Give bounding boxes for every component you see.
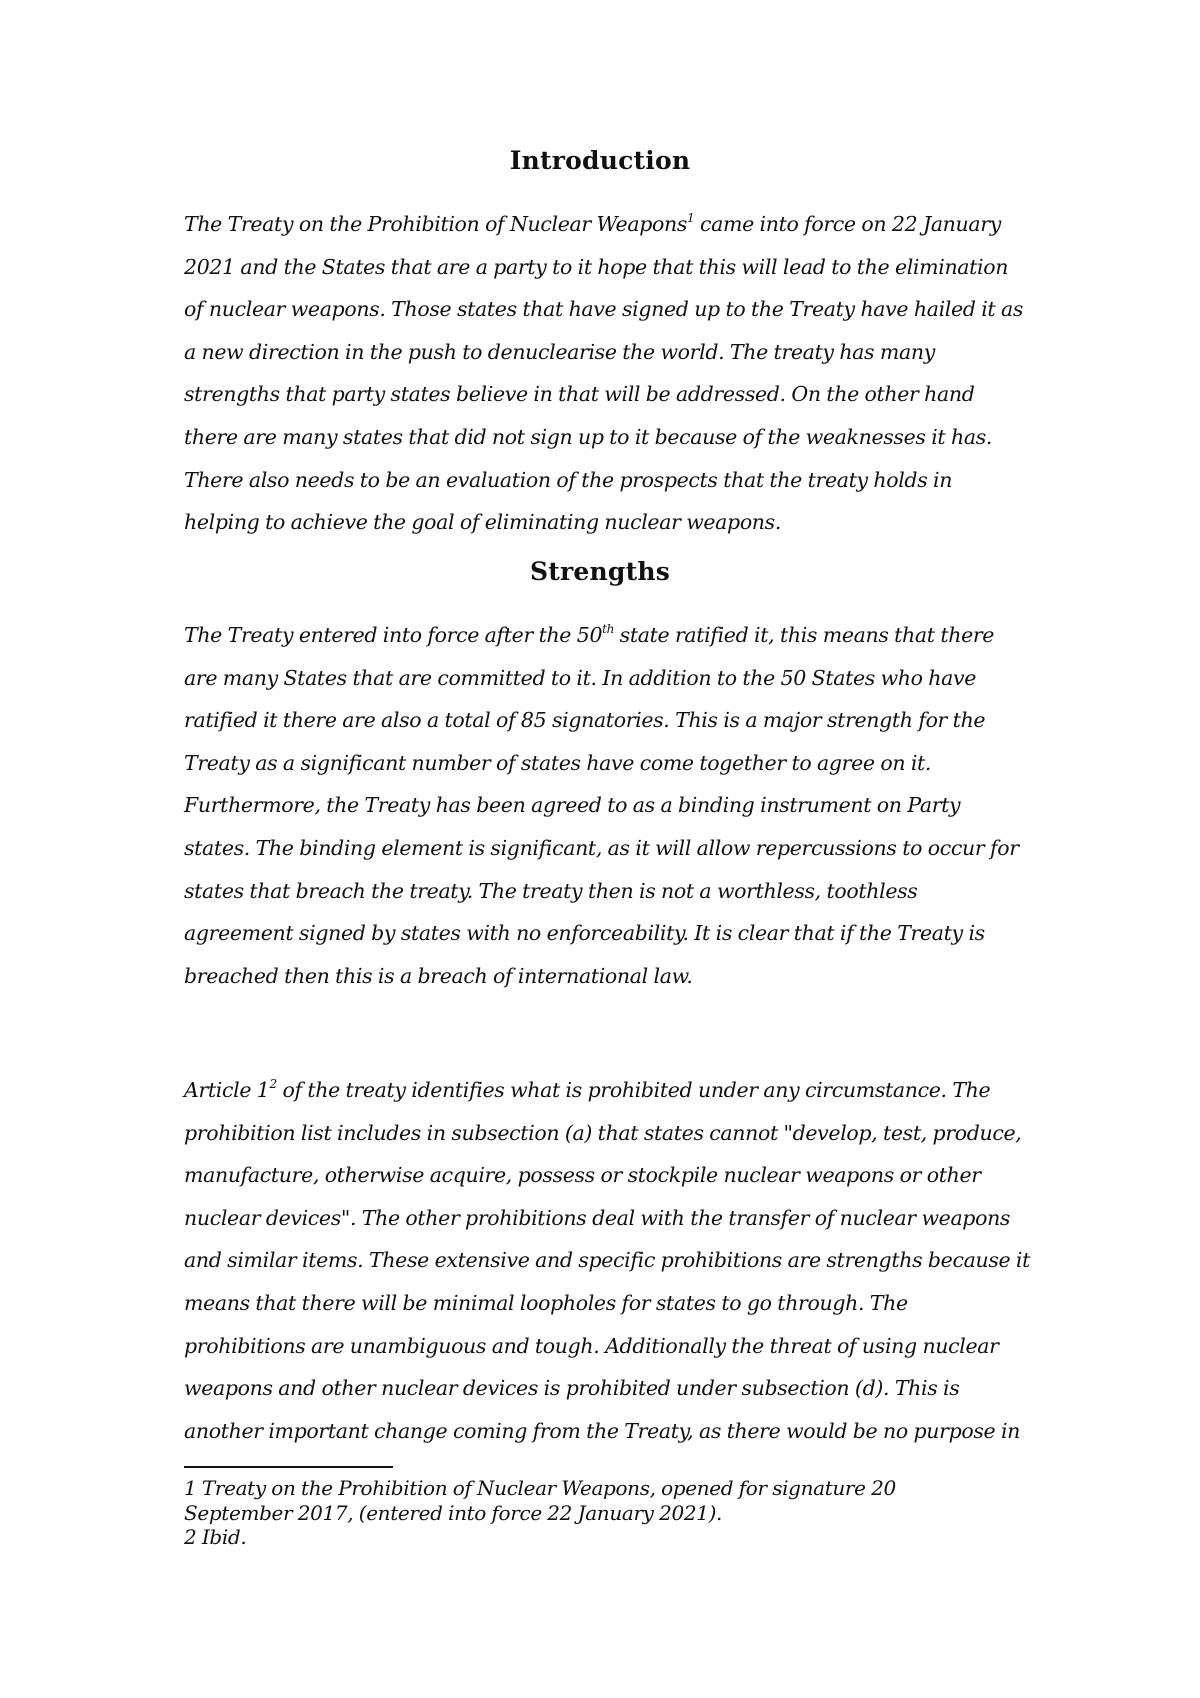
paragraph-line: ratified it there are also a total of 85 signatories. This is a major strength for the (184, 708, 986, 733)
paragraph-line: manufacture, otherwise acquire, possess or stockpile nuclear weapons or other (184, 1163, 981, 1188)
paragraph-line: prohibition list includes in subsection (a) that states cannot "develop, test, produce, (184, 1120, 1022, 1145)
paragraph-line (184, 1069, 1034, 1112)
introduction-paragraph (184, 203, 1034, 544)
paragraph-line (184, 203, 1034, 246)
paragraph-line: states. The binding element is significant, as it will allow repercussions to occur for (184, 835, 1019, 860)
footnote-separator (184, 1466, 393, 1468)
paragraph-line: 2021 and the States that are a party to it hope that this will lead to the elimination (184, 254, 1009, 279)
footnote-line: 2 Ibid. (184, 1525, 247, 1549)
footnotes (184, 1476, 1034, 1550)
footnote-line: 1 Treaty on the Prohibition of Nuclear Weapons, opened for signature 20 (184, 1476, 896, 1500)
paragraph-line: There also needs to be an evaluation of the prospects that the treaty holds in (184, 467, 953, 492)
paragraph-line (184, 614, 1034, 657)
line-text: Article 1 (184, 1078, 270, 1102)
line-text: of the treaty identifies what is prohibited under any circumstance. The (276, 1078, 991, 1102)
paragraph-line: agreement signed by states with no enforceability. It is clear that if the Treaty is (184, 921, 985, 946)
paragraph-line: prohibitions are unambiguous and tough. Additionally the threat of using nuclear (184, 1333, 999, 1358)
paragraph-line: strengths that party states believe in that will be addressed. On the other hand (184, 382, 975, 407)
paragraph-line: breached then this is a breach of international law. (184, 963, 693, 988)
paragraph-line: and similar items. These extensive and specific prohibitions are strengths because it (184, 1248, 1031, 1273)
paragraph-line: helping to achieve the goal of eliminating nuclear weapons. (184, 510, 781, 535)
paragraph-line: another important change coming from the Treaty, as there would be no purpose in (184, 1418, 1021, 1443)
strengths-heading: Strengths (530, 557, 670, 586)
paragraph-line: Furthermore, the Treaty has been agreed to as a binding instrument on Party (184, 793, 961, 818)
paragraph-line: means that there will be minimal loopholes for states to go through. The (184, 1290, 908, 1315)
line-text: The Treaty on the Prohibition of Nuclear Weapons (184, 212, 688, 236)
ordinal-suffix: th (602, 622, 615, 636)
paragraph-line: nuclear devices". The other prohibitions deal with the transfer of nuclear weapons (184, 1205, 1011, 1230)
paragraph-line: of nuclear weapons. Those states that have signed up to the Treaty have hailed it as (184, 297, 1024, 322)
paragraph-line: states that breach the treaty. The treaty then is not a worthless, toothless (184, 878, 918, 903)
strengths-paragraph-1 (184, 614, 1034, 997)
strengths-paragraph-2 (184, 1069, 1034, 1452)
footnote-ref-1[interactable]: 1 (687, 211, 695, 225)
introduction-heading: Introduction (509, 146, 691, 175)
paragraph-line: are many States that are committed to it. In addition to the 50 States who have (184, 665, 977, 690)
paragraph-line: a new direction in the push to denuclearise the world. The treaty has many (184, 339, 935, 364)
paragraph-line: Treaty as a significant number of states have come together to agree on it. (184, 750, 932, 775)
footnote-line: September 2017, (entered into force 22 January 2021). (184, 1500, 723, 1525)
line-text: The Treaty entered into force after the 50 (184, 623, 603, 647)
footnote-ref-2[interactable]: 2 (269, 1077, 277, 1091)
line-text: came into force on 22 January (694, 212, 1001, 236)
paragraph-line: weapons and other nuclear devices is prohibited under subsection (d). This is (184, 1376, 960, 1401)
paragraph-line: there are many states that did not sign up to it because of the weaknesses it has. (184, 424, 993, 449)
line-text: state ratified it, this means that there (614, 623, 995, 647)
